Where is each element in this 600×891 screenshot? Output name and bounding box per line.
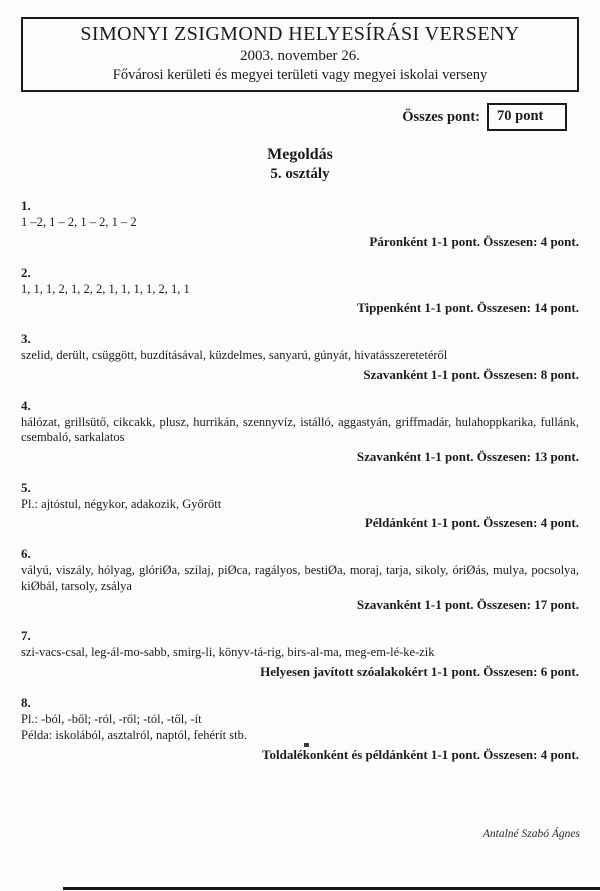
section-6 xyxy=(21,546,579,613)
section-number: 1. xyxy=(21,198,31,213)
section-number: 4. xyxy=(21,397,31,413)
solution-heading: Megoldás xyxy=(267,146,333,163)
section-number: 2. xyxy=(21,264,31,280)
section-2 xyxy=(21,265,579,317)
section-7 xyxy=(21,628,579,680)
section-answer: vályú, viszály, hólyag, glóriØa, szilaj, piØca, ragályos, bestiØa, moraj, tarja, sikoly, óriØás, mulya, pocsolya, kiØbál, tarsoly, zsálya xyxy=(21,563,579,593)
section-4 xyxy=(21,398,579,465)
section-scoring: Szavanként 1-1 pont. Összesen: 8 pont. xyxy=(363,366,579,382)
section-answer: 1, 1, 1, 2, 1, 2, 2, 1, 1, 1, 1, 2, 1, 1 xyxy=(21,281,190,296)
total-score-box xyxy=(487,103,567,131)
scan-edge-artifact xyxy=(63,887,600,890)
section-answer: szelid, derült, csüggött, buzdításával, küzdelmes, sanyarú, gúnyát, hivatásszeretetéről xyxy=(21,348,448,362)
section-8 xyxy=(21,695,579,763)
section-scoring: Páronként 1-1 pont. Összesen: 4 pont. xyxy=(369,233,579,249)
section-1 xyxy=(21,198,579,250)
section-scoring: Helyesen javított szóalakokért 1-1 pont. Összesen: 6 pont. xyxy=(260,663,579,679)
section-scoring: Szavanként 1-1 pont. Összesen: 17 pont. xyxy=(356,597,579,612)
sections xyxy=(21,198,579,763)
grade-heading: 5. osztály xyxy=(270,166,330,182)
section-3 xyxy=(21,331,579,383)
section-number: 6. xyxy=(21,546,31,561)
section-answer: Pl.: ajtóstul, négykor, adakozik, Győrött xyxy=(21,496,222,511)
section-number: 7. xyxy=(21,628,31,643)
header-box xyxy=(21,17,579,92)
section-scoring: Toldalékonként és példánként 1-1 pont. Összesen: 4 pont. xyxy=(262,746,579,762)
total-score-label: Összes pont: xyxy=(402,108,480,125)
scan-speck-artifact xyxy=(304,743,309,747)
section-answer: Pl.: -ból, -ből; -ról, -ről; -tól, -től, -ít xyxy=(21,711,202,726)
section-number: 5. xyxy=(21,479,31,495)
author-signature: Antalné Szabó Ágnes xyxy=(482,828,580,840)
competition-title: SIMONYI ZSIGMOND HELYESÍRÁSI VERSENY xyxy=(80,23,520,45)
competition-subtitle: Fővárosi kerületi és megyei területi vagy megyei iskolai verseny xyxy=(112,67,488,83)
section-answer: szi-vacs-csal, leg-ál-mo-sabb, smirg-li, könyv-tá-rig, birs-al-ma, meg-em-lé-ke-zik xyxy=(21,645,435,659)
total-score-value: 70 pont xyxy=(497,108,544,124)
section-answer: 1 –2, 1 – 2, 1 – 2, 1 – 2 xyxy=(21,215,137,229)
section-scoring: Példánként 1-1 pont. Összesen: 4 pont. xyxy=(364,515,579,530)
section-5 xyxy=(21,480,579,532)
section-scoring: Szavanként 1-1 pont. Összesen: 13 pont. xyxy=(356,448,579,464)
section-number: 8. xyxy=(21,694,31,710)
headings xyxy=(21,146,579,183)
section-scoring: Tippenként 1-1 pont. Összesen: 14 pont. xyxy=(357,300,579,315)
competition-date: 2003. november 26. xyxy=(240,48,360,64)
section-answer: Példa: iskolából, asztalról, naptól, fehérít stb. xyxy=(21,728,247,742)
total-score-row xyxy=(21,103,579,131)
section-answer: hálózat, grillsütő, cikcakk, plusz, hurrikán, szennyvíz, istálló, aggastyán, griffmadár, hulahoppkarika, fullánk, csembaló, sarkalatos xyxy=(21,414,579,444)
section-number: 3. xyxy=(21,331,31,346)
